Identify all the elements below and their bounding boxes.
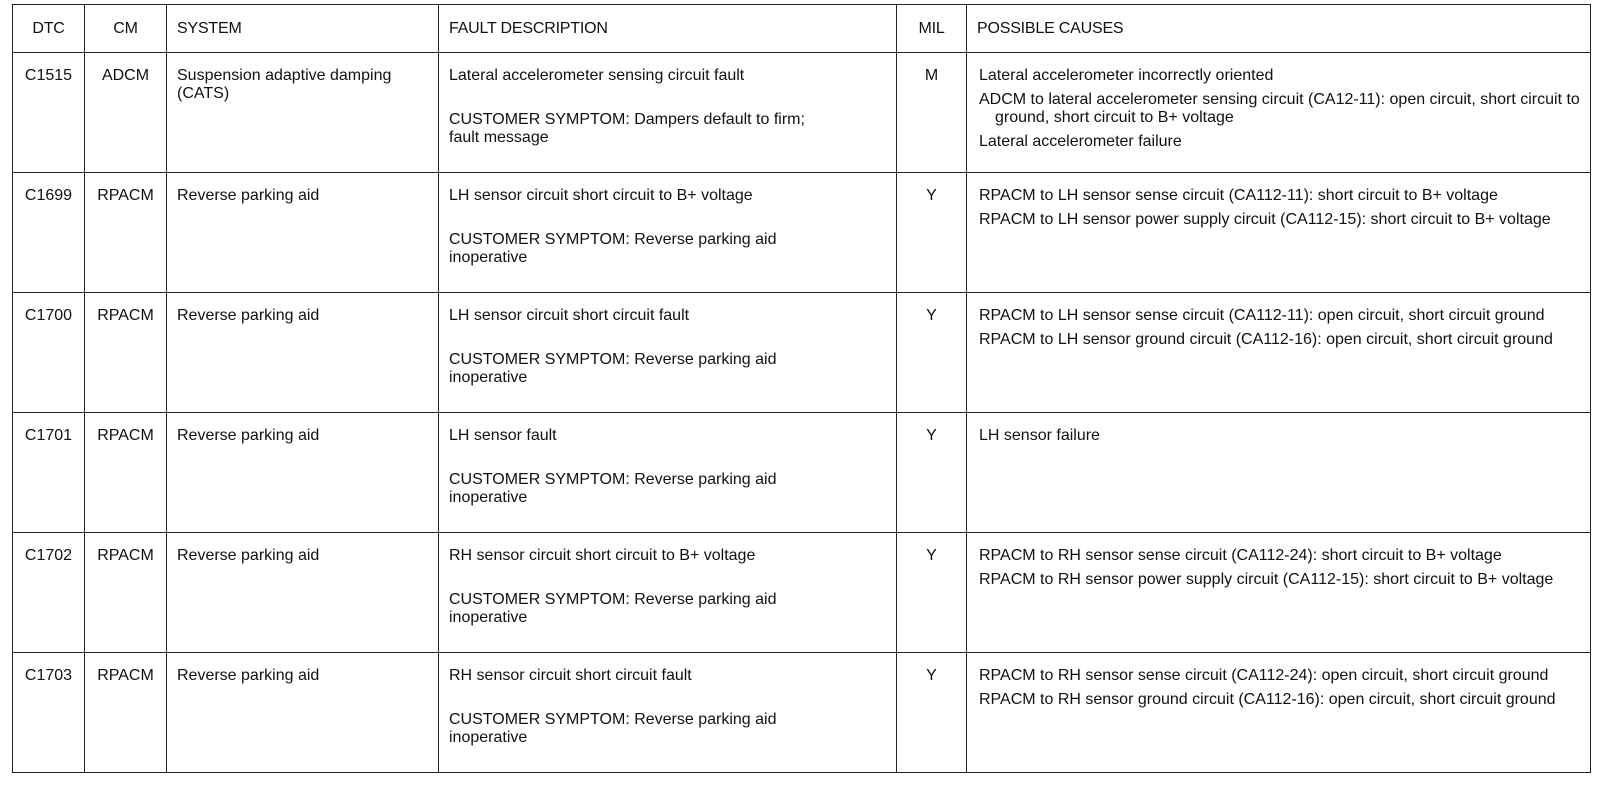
system-name: Suspension adaptive damping (CATS): [177, 67, 392, 102]
customer-symptom: CUSTOMER SYMPTOM: Dampers default to firm; fault message: [449, 111, 805, 146]
dtc-code: C1703: [24, 667, 73, 684]
system-name: Reverse parking aid: [177, 667, 320, 684]
cause-item: Lateral accelerometer incorrectly oriented: [979, 67, 1274, 84]
system-name-cell: [167, 173, 439, 293]
mil-status-cell: [897, 293, 967, 413]
fault-text: LH sensor circuit short circuit fault: [449, 307, 690, 324]
control-module: RPACM: [97, 547, 154, 564]
mil-status: Y: [926, 187, 937, 204]
possible-causes: [967, 293, 1590, 361]
cause-item: RPACM to LH sensor power supply circuit (CA112-15): short circuit to B+ voltage: [979, 211, 1551, 228]
control-module-cell: [85, 653, 167, 773]
header-system: SYSTEM: [167, 5, 439, 53]
mil-status-cell: [897, 533, 967, 653]
mil-status: Y: [926, 547, 937, 564]
possible-causes: [967, 53, 1590, 163]
mil-status-cell: [897, 653, 967, 773]
fault-description-cell: [439, 53, 897, 173]
fault-description-cell: [439, 533, 897, 653]
control-module-cell: [85, 293, 167, 413]
possible-causes: [967, 413, 1590, 457]
possible-causes-cell: [967, 173, 1591, 293]
control-module: RPACM: [97, 307, 154, 324]
header-fault-description: FAULT DESCRIPTION: [439, 5, 897, 53]
cause-item: RPACM to LH sensor sense circuit (CA112-11): short circuit to B+ voltage: [979, 187, 1498, 204]
table-body: [13, 53, 1591, 773]
control-module-cell: [85, 53, 167, 173]
system-name-cell: [167, 533, 439, 653]
fault-description-cell: [439, 413, 897, 533]
cause-item: RPACM to LH sensor ground circuit (CA112-16): open circuit, short circuit ground: [979, 331, 1553, 348]
cause-item: ADCM to lateral accelerometer sensing circuit (CA12-11): open circuit, short circuit to ground, short circuit to B+ voltage: [979, 91, 1580, 126]
dtc-code-cell: [13, 653, 85, 773]
dtc-code-cell: [13, 413, 85, 533]
system-name: Reverse parking aid: [177, 187, 320, 204]
dtc-code-cell: [13, 173, 85, 293]
dtc-code: C1700: [24, 307, 73, 324]
possible-causes-cell: [967, 653, 1591, 773]
fault-text: LH sensor circuit short circuit to B+ voltage: [449, 187, 753, 204]
possible-causes-cell: [967, 293, 1591, 413]
mil-status: Y: [926, 667, 937, 684]
dtc-table: [12, 4, 1591, 773]
mil-status-cell: [897, 53, 967, 173]
system-name-cell: [167, 413, 439, 533]
table-row: [13, 533, 1591, 653]
header-row: [13, 5, 1591, 53]
possible-causes: [967, 533, 1590, 601]
customer-symptom: CUSTOMER SYMPTOM: Reverse parking aid inoperative: [449, 471, 777, 506]
dtc-code-cell: [13, 293, 85, 413]
dtc-code: C1515: [24, 67, 73, 84]
table-row: [13, 413, 1591, 533]
fault-description: [439, 533, 896, 633]
dtc-code-cell: [13, 533, 85, 653]
cause-item: RPACM to RH sensor power supply circuit (CA112-15): short circuit to B+ voltage: [979, 571, 1554, 588]
possible-causes-cell: [967, 413, 1591, 533]
system-name: Reverse parking aid: [177, 427, 320, 444]
control-module: RPACM: [97, 667, 154, 684]
fault-description: [439, 413, 896, 513]
header-cm: CM: [85, 5, 167, 53]
fault-description: [439, 293, 896, 393]
control-module: ADCM: [101, 67, 150, 84]
system-name-cell: [167, 53, 439, 173]
dtc-code: C1702: [24, 547, 73, 564]
fault-description: [439, 653, 896, 753]
fault-text: RH sensor circuit short circuit to B+ voltage: [449, 547, 756, 564]
fault-description: [439, 53, 896, 153]
mil-status: M: [924, 67, 939, 84]
header-possible-causes: POSSIBLE CAUSES: [967, 5, 1591, 53]
dtc-code-cell: [13, 53, 85, 173]
control-module-cell: [85, 413, 167, 533]
system-name-cell: [167, 653, 439, 773]
header-mil: MIL: [897, 5, 967, 53]
control-module-cell: [85, 173, 167, 293]
system-name: Reverse parking aid: [177, 547, 320, 564]
possible-causes-cell: [967, 53, 1591, 173]
cause-item: LH sensor failure: [979, 427, 1100, 444]
customer-symptom: CUSTOMER SYMPTOM: Reverse parking aid inoperative: [449, 231, 777, 266]
fault-description-cell: [439, 173, 897, 293]
dtc-code: C1701: [24, 427, 73, 444]
mil-status: Y: [926, 307, 937, 324]
system-name: Reverse parking aid: [177, 307, 320, 324]
mil-status-cell: [897, 413, 967, 533]
possible-causes: [967, 653, 1590, 721]
cause-item: RPACM to LH sensor sense circuit (CA112-11): open circuit, short circuit ground: [979, 307, 1545, 324]
table-header: [13, 5, 1591, 53]
table-row: [13, 293, 1591, 413]
fault-description-cell: [439, 293, 897, 413]
cause-item: RPACM to RH sensor sense circuit (CA112-24): short circuit to B+ voltage: [979, 547, 1502, 564]
fault-text: RH sensor circuit short circuit fault: [449, 667, 692, 684]
control-module: RPACM: [97, 427, 154, 444]
table-row: [13, 173, 1591, 293]
header-dtc: DTC: [13, 5, 85, 53]
control-module-cell: [85, 533, 167, 653]
cause-item: RPACM to RH sensor sense circuit (CA112-24): open circuit, short circuit ground: [979, 667, 1549, 684]
dtc-code: C1699: [24, 187, 73, 204]
fault-text: Lateral accelerometer sensing circuit fault: [449, 67, 745, 84]
fault-description: [439, 173, 896, 273]
mil-status-cell: [897, 173, 967, 293]
cause-item: RPACM to RH sensor ground circuit (CA112-16): open circuit, short circuit ground: [979, 691, 1556, 708]
mil-status: Y: [926, 427, 937, 444]
fault-text: LH sensor fault: [449, 427, 557, 444]
table-row: [13, 53, 1591, 173]
possible-causes-cell: [967, 533, 1591, 653]
control-module: RPACM: [97, 187, 154, 204]
possible-causes: [967, 173, 1590, 241]
customer-symptom: CUSTOMER SYMPTOM: Reverse parking aid inoperative: [449, 351, 777, 386]
fault-description-cell: [439, 653, 897, 773]
system-name-cell: [167, 293, 439, 413]
cause-item: Lateral accelerometer failure: [979, 133, 1182, 150]
customer-symptom: CUSTOMER SYMPTOM: Reverse parking aid inoperative: [449, 591, 777, 626]
customer-symptom: CUSTOMER SYMPTOM: Reverse parking aid inoperative: [449, 711, 777, 746]
table-row: [13, 653, 1591, 773]
